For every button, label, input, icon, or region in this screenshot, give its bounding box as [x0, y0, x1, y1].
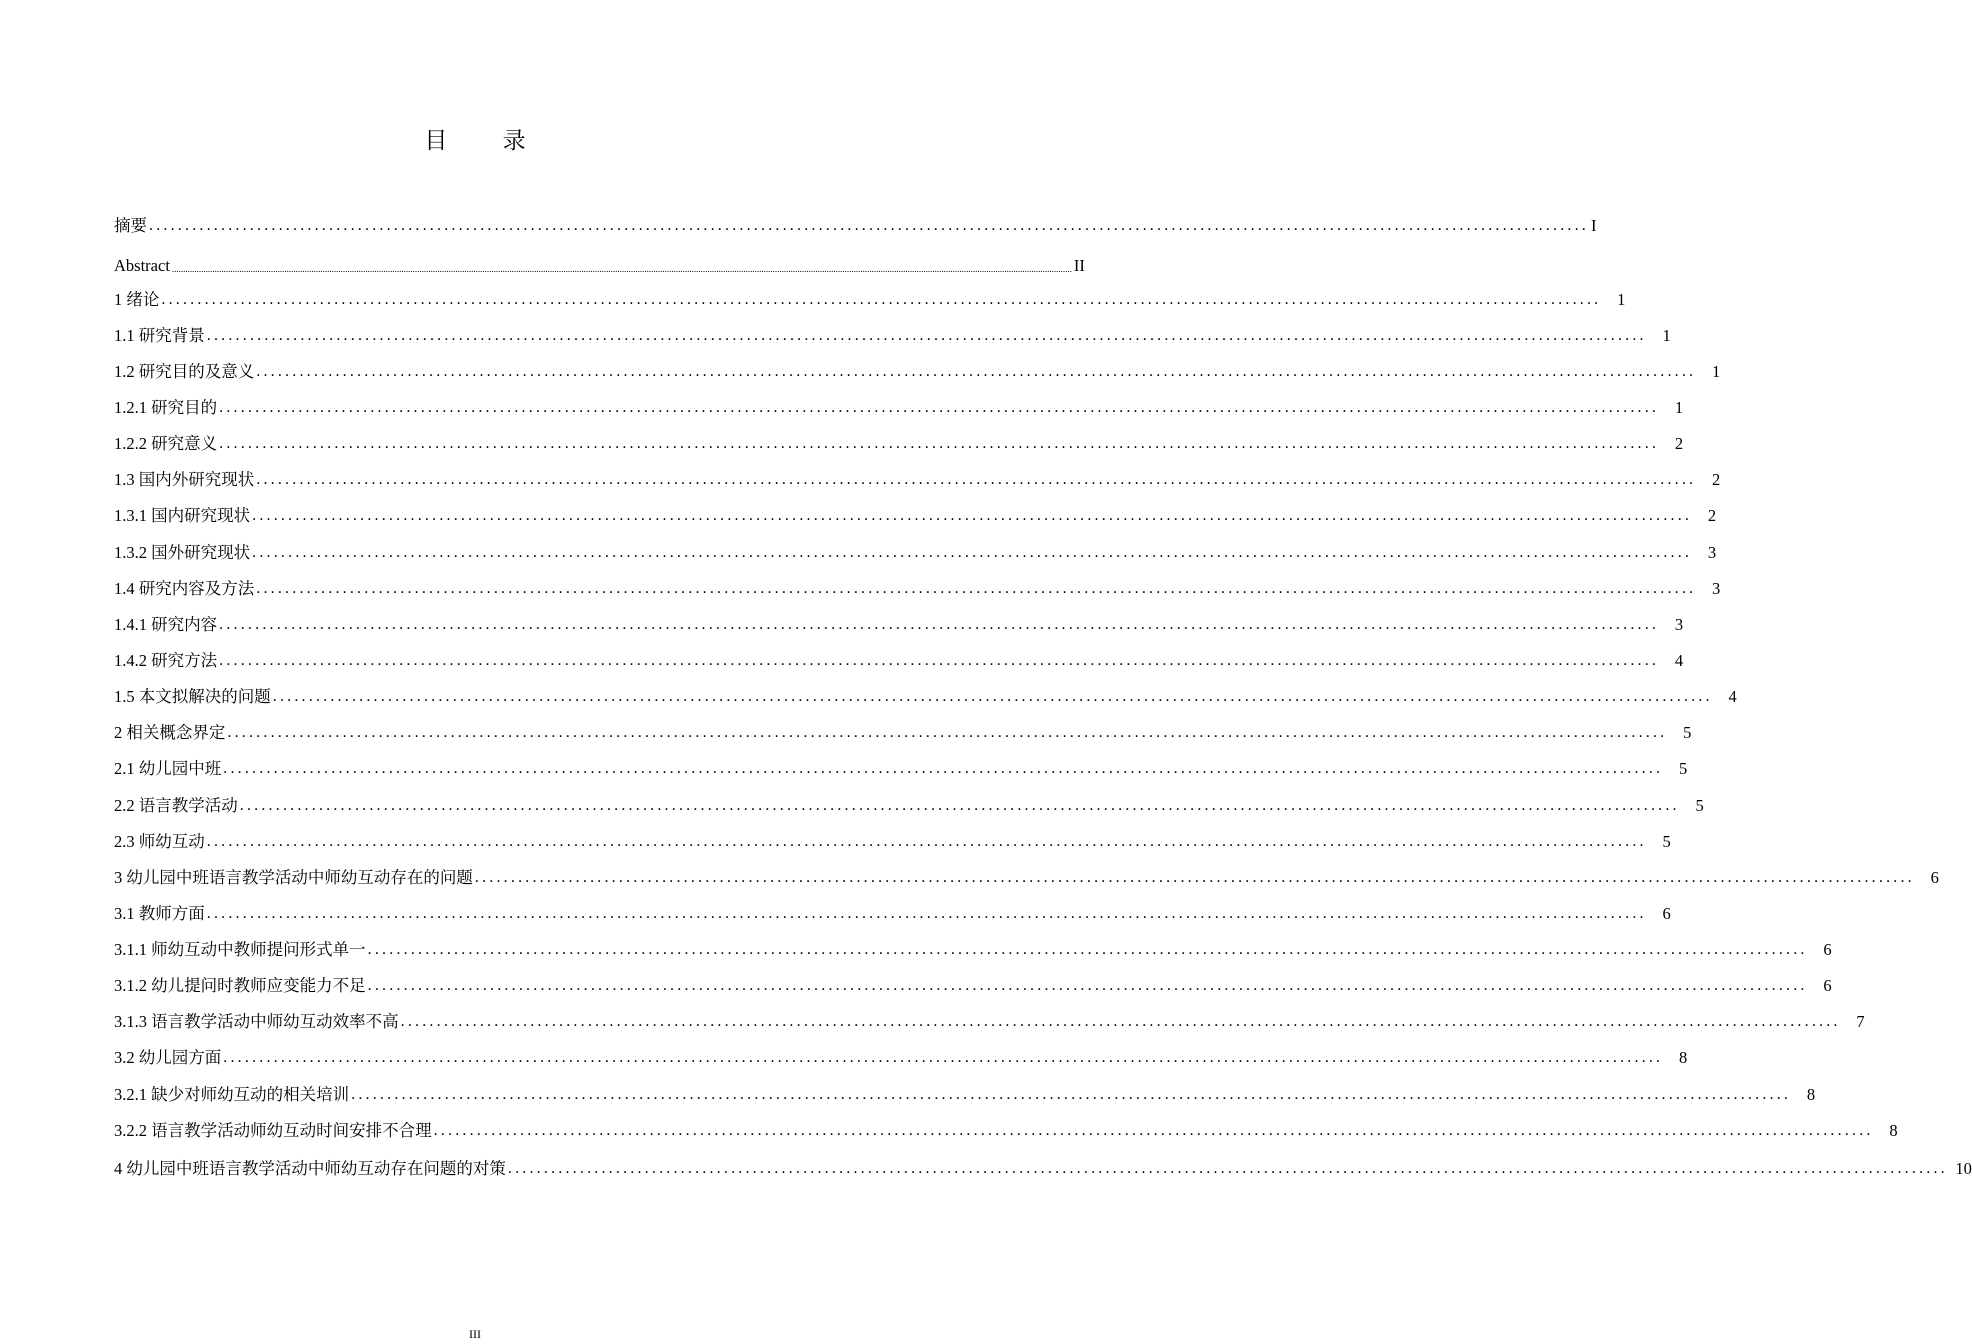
- toc-entry-page-number: 4: [1728, 687, 1737, 706]
- toc-entry[interactable]: [114, 1121, 1898, 1141]
- toc-entry-page-number: 1: [1617, 290, 1626, 309]
- toc-entry-label: 1.2 研究目的及意义: [114, 362, 255, 381]
- toc-dot-leader: ........................................................................................................................................................................................................: [367, 941, 1808, 958]
- toc-dot-leader: ........................................................................................................................................................................................................: [219, 616, 1660, 633]
- toc-entry-page-number: I: [1591, 216, 1597, 235]
- toc-entry[interactable]: [114, 615, 1684, 635]
- toc-entry-label: 3.1.3 语言教学活动中师幼互动效率不高: [114, 1012, 399, 1031]
- toc-dot-leader: ................................................................................................................................................................................................................................................................................................................................................................................................................: [171, 264, 1072, 274]
- toc-entry-page-number: 1: [1674, 398, 1684, 417]
- toc-entry-label: 4 幼儿园中班语言教学活动中师幼互动存在问题的对策: [114, 1159, 506, 1178]
- toc-entry-label: 1.3.2 国外研究现状: [114, 543, 251, 562]
- toc-entry-page-number: 2: [1712, 470, 1721, 489]
- toc-dot-leader: ........................................................................................................................................................................................................: [252, 544, 1693, 561]
- toc-dot-leader: ........................................................................................................................................................................................................: [256, 580, 1697, 597]
- toc-entry-label: 2.1 幼儿园中班: [114, 759, 222, 778]
- toc-entry-page-number: 8: [1806, 1085, 1816, 1104]
- toc-entry-label: 3.2 幼儿园方面: [114, 1048, 222, 1067]
- toc-entry-label: 3.1 教师方面: [114, 904, 205, 923]
- toc-dot-leader: ........................................................................................................................................................................................................: [252, 507, 1693, 524]
- toc-entry-label: 2.3 师幼互动: [114, 832, 205, 851]
- toc-dot-leader: ........................................................................................................................................................................................................: [256, 471, 1697, 488]
- toc-entry-label: 1.2.2 研究意义: [114, 434, 218, 453]
- toc-dot-leader: ........................................................................................................................................................................................................: [219, 399, 1660, 416]
- toc-entry[interactable]: [114, 651, 1684, 671]
- toc-entry-label: 摘要: [114, 216, 147, 235]
- toc-entry[interactable]: [114, 1159, 1972, 1179]
- toc-entry-label: 1.1 研究背景: [114, 326, 205, 345]
- toc-entry-page-number: 6: [1823, 976, 1832, 995]
- toc-entry-page-number: 5: [1662, 832, 1671, 851]
- toc-entry-page-number: 2: [1707, 506, 1717, 525]
- toc-entry[interactable]: [114, 326, 1671, 346]
- footer-page-number: III: [469, 1327, 481, 1341]
- toc-dot-leader: ........................................................................................................................................................................................................: [227, 724, 1668, 741]
- toc-dot-leader: ........................................................................................................................................................................................................: [256, 363, 1697, 380]
- toc-entry[interactable]: [114, 506, 1717, 526]
- toc-entry[interactable]: [114, 579, 1721, 599]
- toc-entry-page-number: 3: [1674, 615, 1684, 634]
- toc-entry-label: 3 幼儿园中班语言教学活动中师幼互动存在的问题: [114, 868, 473, 887]
- toc-entry-page-number: II: [1073, 256, 1085, 275]
- toc-entry[interactable]: [114, 1048, 1688, 1068]
- toc-entry-label: 3.2.2 语言教学活动师幼互动时间安排不合理: [114, 1121, 432, 1140]
- toc-entry-label: Abstract: [114, 256, 170, 275]
- toc-entry-page-number: 10: [1955, 1159, 1972, 1178]
- toc-dot-leader: ........................................................................................................................................................................................................: [206, 905, 1647, 922]
- toc-entry[interactable]: [114, 543, 1717, 563]
- toc-entry[interactable]: [114, 216, 1597, 236]
- toc-entry-label: 1.4 研究内容及方法: [114, 579, 255, 598]
- toc-dot-leader: ........................................................................................................................................................................................................: [219, 652, 1660, 669]
- toc-dot-leader: ........................................................................................................................................................................................................: [161, 291, 1602, 308]
- toc-entry[interactable]: [114, 940, 1832, 960]
- toc-entry-page-number: 1: [1712, 362, 1721, 381]
- toc-entry-label: 3.1.2 幼儿提问时教师应变能力不足: [114, 976, 366, 995]
- toc-entry[interactable]: [114, 256, 1085, 276]
- toc-entry-label: 1.3.1 国内研究现状: [114, 506, 251, 525]
- toc-entry[interactable]: [114, 796, 1704, 816]
- toc-entry-label: 1.5 本文拟解决的问题: [114, 687, 271, 706]
- toc-entry-page-number: 6: [1823, 940, 1832, 959]
- toc-entry[interactable]: [114, 1085, 1816, 1105]
- toc-dot-leader: ........................................................................................................................................................................................................: [206, 833, 1647, 850]
- toc-entry[interactable]: [114, 362, 1721, 382]
- toc-entry[interactable]: [114, 759, 1688, 779]
- toc-entry-page-number: 6: [1662, 904, 1671, 923]
- toc-entry-page-number: 3: [1707, 543, 1717, 562]
- toc-entry[interactable]: [114, 1012, 1865, 1032]
- toc-entry-label: 3.2.1 缺少对师幼互动的相关培训: [114, 1085, 350, 1104]
- toc-entry[interactable]: [114, 904, 1671, 924]
- toc-entry-page-number: 3: [1712, 579, 1721, 598]
- toc-entry-label: 1.4.1 研究内容: [114, 615, 218, 634]
- toc-dot-leader: ........................................................................................................................................................................................................: [433, 1122, 1874, 1139]
- toc-entry[interactable]: [114, 434, 1684, 454]
- toc-dot-leader: ........................................................................................................................................................................................................: [223, 1049, 1664, 1066]
- toc-entry[interactable]: [114, 868, 1939, 888]
- toc-entry-page-number: 5: [1695, 796, 1704, 815]
- toc-entry-label: 1.3 国内外研究现状: [114, 470, 255, 489]
- toc-entry-label: 1.4.2 研究方法: [114, 651, 218, 670]
- toc-entry[interactable]: [114, 687, 1737, 707]
- page-title: 目 录: [424, 128, 550, 154]
- toc-dot-leader: ........................................................................................................................................................................................................: [351, 1086, 1792, 1103]
- toc-dot-leader: ........................................................................................................................................................................................................: [239, 797, 1680, 814]
- toc-entry-page-number: 7: [1856, 1012, 1865, 1031]
- toc-entry[interactable]: [114, 832, 1671, 852]
- toc-entry-page-number: 8: [1889, 1121, 1898, 1140]
- toc-dot-leader: ........................................................................................................................................................................................................: [219, 435, 1660, 452]
- toc-entry[interactable]: [114, 398, 1684, 418]
- toc-entry[interactable]: [114, 290, 1626, 310]
- toc-entry-label: 2.2 语言教学活动: [114, 796, 238, 815]
- toc-entry-page-number: 5: [1679, 759, 1688, 778]
- toc-entry-label: 3.1.1 师幼互动中教师提问形式单一: [114, 940, 366, 959]
- toc-entry-page-number: 1: [1662, 326, 1671, 345]
- toc-dot-leader: ........................................................................................................................................................................................................: [400, 1013, 1841, 1030]
- toc-dot-leader: ........................................................................................................................................................................................................: [272, 688, 1713, 705]
- toc-entry[interactable]: [114, 470, 1721, 490]
- toc-entry-page-number: 2: [1674, 434, 1684, 453]
- toc-dot-leader: ........................................................................................................................................................................................................: [367, 977, 1808, 994]
- toc-dot-leader: ........................................................................................................................................................................................................: [507, 1160, 1948, 1177]
- toc-entry-page-number: 6: [1930, 868, 1939, 887]
- toc-dot-leader: ........................................................................................................................................................................................................: [474, 869, 1915, 886]
- toc-entry-page-number: 4: [1674, 651, 1684, 670]
- toc-entry-label: 1 绪论: [114, 290, 160, 309]
- toc-entry[interactable]: [114, 976, 1832, 996]
- toc-entry-page-number: 8: [1679, 1048, 1688, 1067]
- toc-entry-label: 1.2.1 研究目的: [114, 398, 218, 417]
- toc-dot-leader: ........................................................................................................................................................................................................: [149, 217, 1589, 234]
- toc-dot-leader: ........................................................................................................................................................................................................: [206, 327, 1647, 344]
- toc-entry-page-number: 5: [1683, 723, 1692, 742]
- toc-dot-leader: ........................................................................................................................................................................................................: [223, 760, 1664, 777]
- toc-entry[interactable]: [114, 723, 1692, 743]
- toc-entry-label: 2 相关概念界定: [114, 723, 226, 742]
